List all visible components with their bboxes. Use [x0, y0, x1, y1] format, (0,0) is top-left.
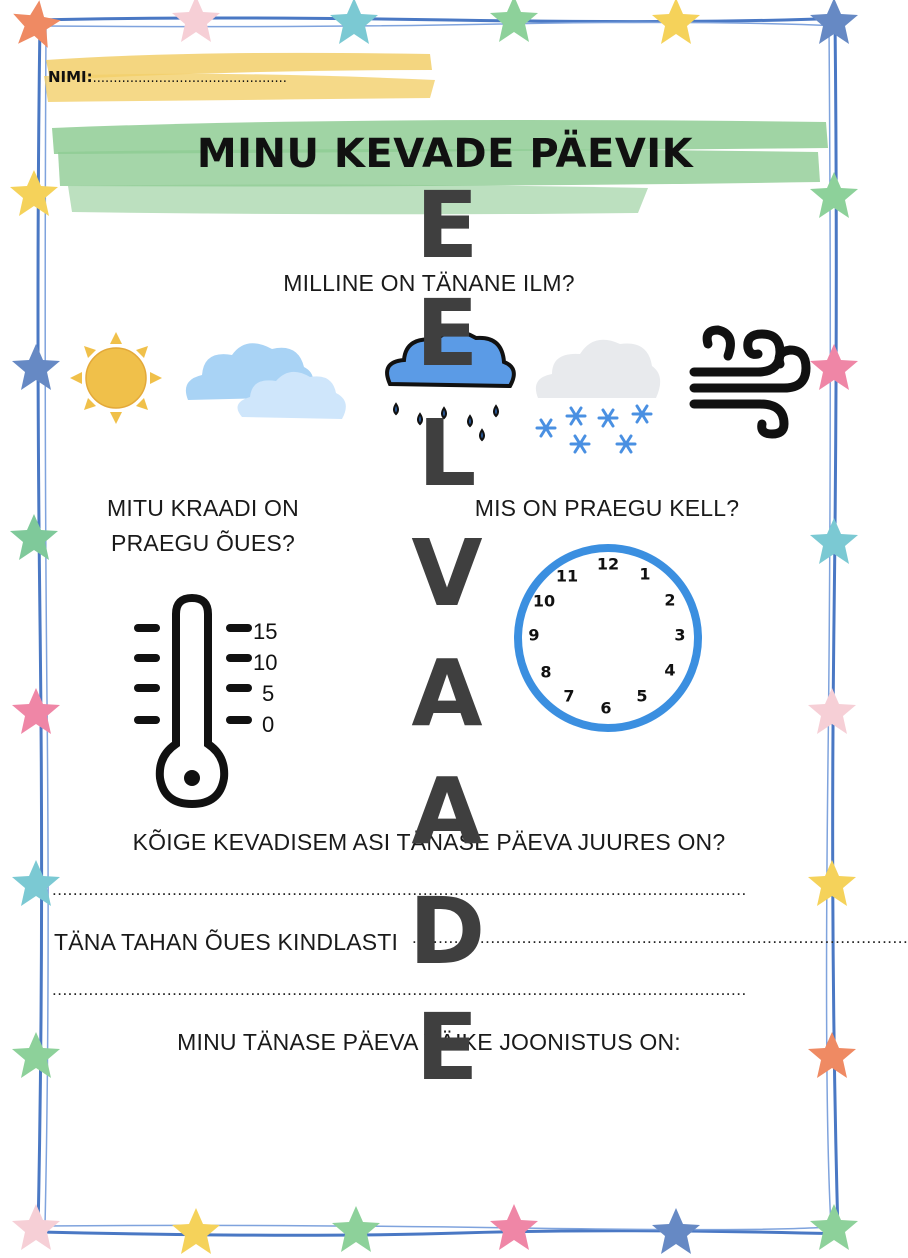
- star-icon: [652, 0, 700, 44]
- star-icon: [808, 688, 856, 734]
- star-icon: [490, 1204, 538, 1250]
- star-icon: [808, 860, 856, 906]
- star-icon: [810, 1204, 858, 1250]
- clock-face[interactable]: [510, 540, 706, 736]
- want-prompt: TÄNA TAHAN ÕUES KINDLASTI: [54, 929, 399, 955]
- vertical-letter: D: [408, 878, 486, 985]
- scale-label: 5: [262, 681, 275, 706]
- clock-number: 4: [664, 660, 676, 680]
- star-icon: [810, 344, 858, 390]
- wind-icon[interactable]: [688, 322, 814, 440]
- temperature-question-line-2: PRAEGU ÕUES?: [111, 530, 295, 556]
- sun-icon[interactable]: [68, 330, 164, 426]
- clock-number: 5: [636, 686, 648, 706]
- answer-line[interactable]: .....................................................................................................................................: [52, 880, 747, 899]
- clock-number: 7: [563, 686, 575, 706]
- vertical-letter: E: [415, 994, 479, 1101]
- star-icon: [490, 0, 538, 42]
- star-icon: [10, 514, 58, 560]
- clouds-icon[interactable]: [180, 335, 355, 425]
- vertical-letter: A: [411, 758, 483, 865]
- drawing-prompt: MINU TÄNASE PÄEVA VÄIKE JOONISTUS ON:: [177, 1029, 681, 1055]
- clock-number: 11: [555, 566, 579, 586]
- star-icon: [810, 0, 858, 44]
- page-title: MINU KEVADE PÄEVIK: [196, 131, 694, 177]
- vertical-letter: E: [415, 172, 479, 279]
- clock-number: 10: [532, 591, 556, 611]
- clock-number: 8: [540, 662, 552, 682]
- weather-question: MILLINE ON TÄNANE ILM?: [283, 270, 575, 296]
- star-icon: [12, 344, 60, 390]
- star-icon: [12, 1204, 60, 1250]
- vertical-letter: L: [417, 400, 477, 507]
- star-icon: [172, 1208, 220, 1254]
- snow-cloud-icon[interactable]: [530, 328, 665, 460]
- temperature-question-line-1: MITU KRAADI ON: [107, 495, 299, 521]
- scale-label: 15: [253, 619, 278, 644]
- clock-question: MIS ON PRAEGU KELL?: [474, 495, 740, 521]
- star-icon: [652, 1208, 700, 1254]
- want-answer-line[interactable]: ...............................................................................................: [412, 928, 908, 947]
- star-icon: [332, 1206, 380, 1252]
- clock-number: 2: [664, 590, 676, 610]
- star-icon: [330, 0, 378, 44]
- vertical-letter: V: [411, 520, 483, 627]
- vertical-letter: A: [411, 640, 483, 747]
- clock-number: 9: [528, 625, 540, 645]
- clock-number: 6: [600, 698, 612, 718]
- star-icon: [172, 0, 220, 42]
- clock-number: 3: [674, 625, 686, 645]
- star-icon: [810, 518, 858, 564]
- thermometer-icon: [130, 592, 255, 814]
- clock-number: 12: [596, 554, 620, 574]
- answer-line[interactable]: .....................................................................................................................................: [52, 980, 747, 999]
- name-field[interactable]: ...............................................: [92, 71, 287, 86]
- scale-label: 10: [253, 650, 278, 675]
- clock-number: 1: [639, 564, 651, 584]
- spring-question: KÕIGE KEVADISEM ASI TÄNASE PÄEVA JUURES ON?: [132, 829, 726, 855]
- name-label: NIMI:...............................................: [48, 68, 287, 86]
- star-icon: [12, 688, 60, 734]
- vertical-letter: E: [415, 280, 479, 387]
- scale-label: 0: [262, 712, 275, 737]
